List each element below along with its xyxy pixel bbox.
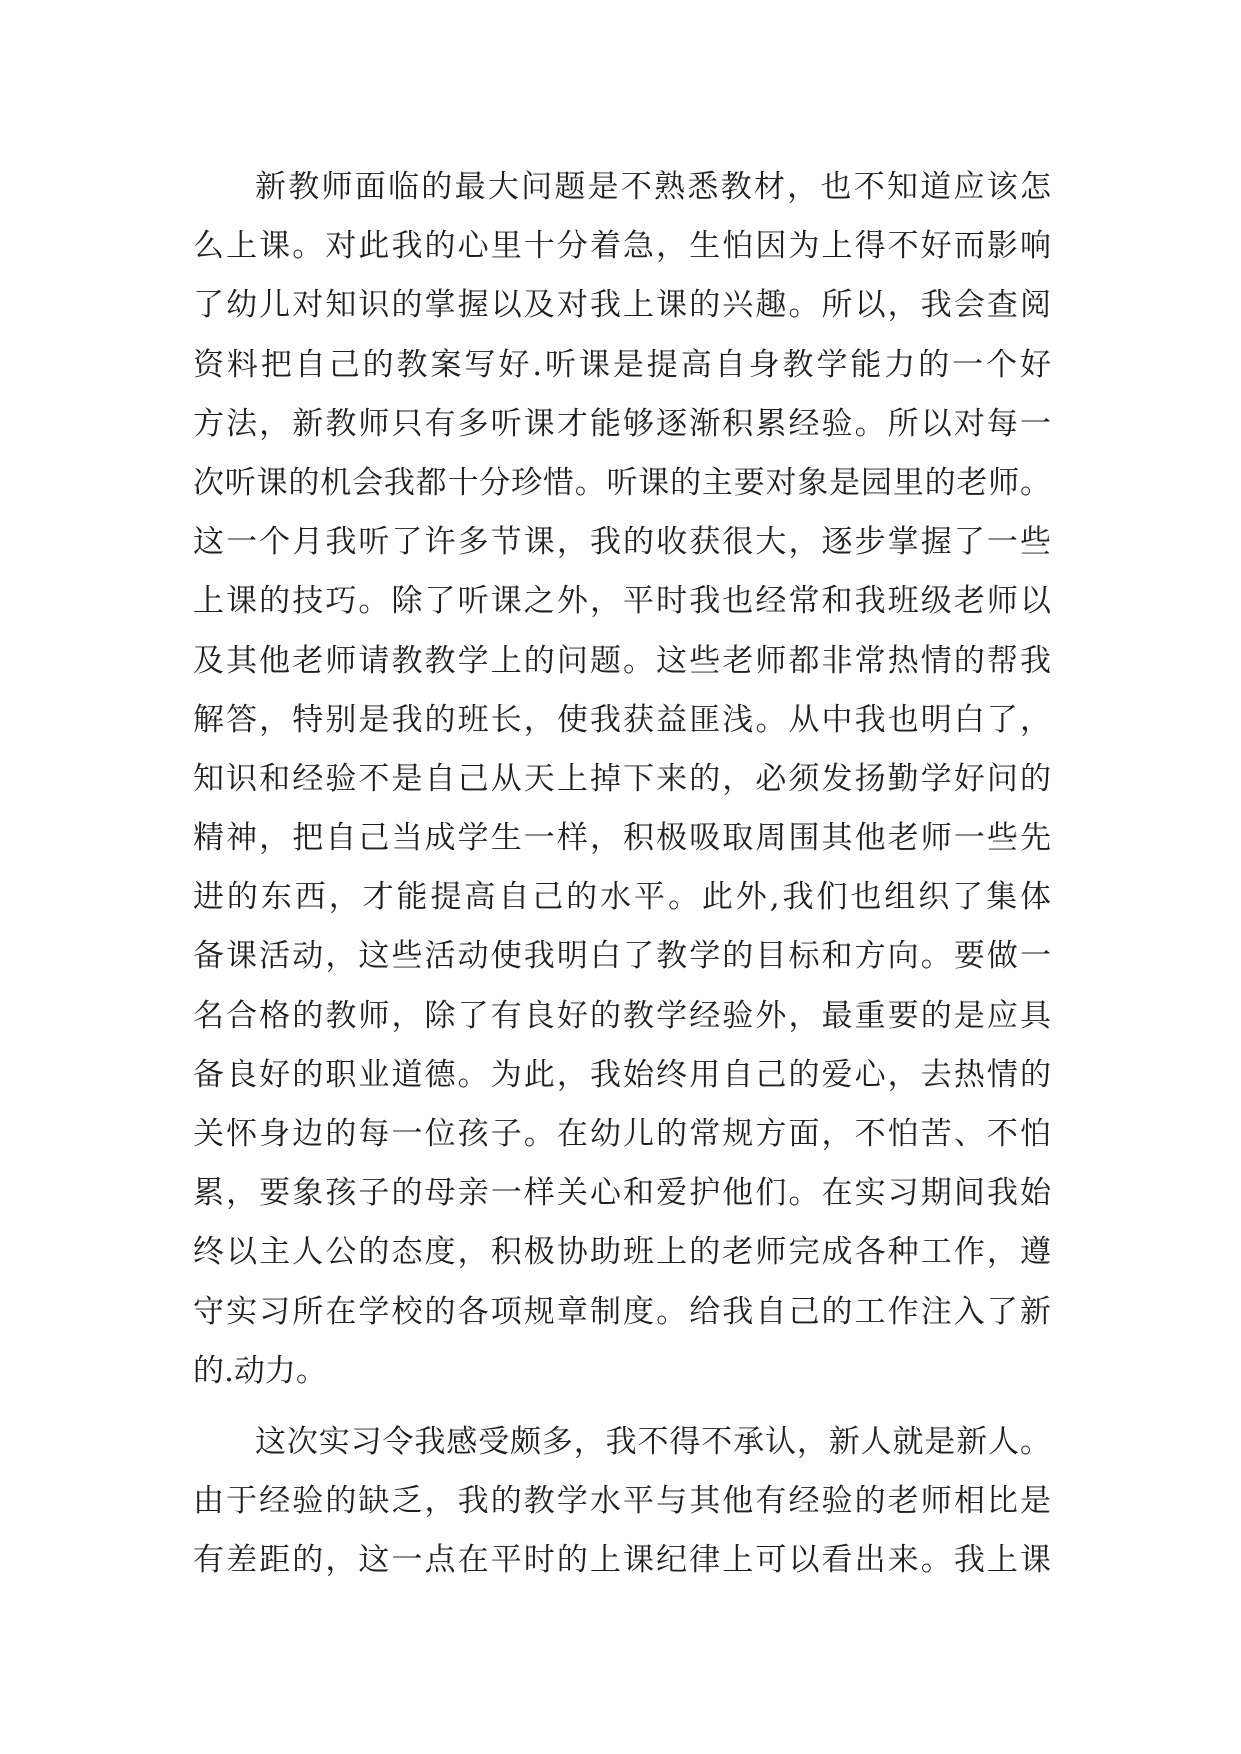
text-line: 知识和经验不是自己从天上掉下来的，必须发扬勤学好问的 (193, 760, 1051, 797)
text-line: 名合格的教师，除了有良好的教学经验外，最重要的是应具 (193, 997, 1051, 1034)
text-line: 进的东西，才能提高自己的水平。此外,我们也组织了集体 (193, 879, 1051, 916)
paragraph-gap (193, 1401, 1051, 1413)
text-line: 次听课的机会我都十分珍惜。听课的主要对象是园里的老师。 (193, 464, 1051, 501)
text-line: 备良好的职业道德。为此，我始终用自己的爱心，去热情的 (193, 1056, 1051, 1093)
text-line: 的.动力。 (193, 1352, 327, 1389)
text-line: 有差距的，这一点在平时的上课纪律上可以看出来。我上课 (193, 1542, 1051, 1579)
text-line: 资料把自己的教案写好.听课是提高自身教学能力的一个好 (193, 346, 1051, 383)
text-line: 上课的技巧。除了听课之外，平时我也经常和我班级老师以 (193, 583, 1051, 620)
text-line: 方法，新教师只有多听课才能够逐渐积累经验。所以对每一 (193, 405, 1051, 442)
text-line: 了幼儿对知识的掌握以及对我上课的兴趣。所以，我会查阅 (193, 287, 1051, 324)
text-line: 精神，把自己当成学生一样，积极吸取周围其他老师一些先 (193, 820, 1051, 857)
text-line: 由于经验的缺乏，我的教学水平与其他有经验的老师相比是 (193, 1483, 1051, 1520)
text-line: 及其他老师请教教学上的问题。这些老师都非常热情的帮我 (193, 642, 1051, 679)
text-line: 么上课。对此我的心里十分着急，生怕因为上得不好而影响 (193, 228, 1051, 265)
text-line: 解答，特别是我的班长，使我获益匪浅。从中我也明白了， (193, 701, 1051, 738)
text-line: 备课活动，这些活动使我明白了教学的目标和方向。要做一 (193, 938, 1051, 975)
text-line: 这次实习令我感受颇多，我不得不承认，新人就是新人。 (255, 1423, 1051, 1460)
text-line: 新教师面临的最大问题是不熟悉教材，也不知道应该怎 (255, 169, 1051, 205)
paragraph-2 (193, 1413, 1051, 1591)
body-text (193, 158, 1051, 1591)
paragraph-1 (193, 158, 1051, 1401)
text-line: 累，要象孩子的母亲一样关心和爱护他们。在实习期间我始 (193, 1175, 1051, 1212)
text-line: 这一个月我听了许多节课，我的收获很大，逐步掌握了一些 (193, 524, 1051, 561)
text-line: 守实习所在学校的各项规章制度。给我自己的工作注入了新 (193, 1293, 1051, 1330)
text-line: 终以主人公的态度，积极协助班上的老师完成各种工作，遵 (193, 1234, 1051, 1271)
text-line: 关怀身边的每一位孩子。在幼儿的常规方面，不怕苦、不怕 (193, 1116, 1051, 1152)
